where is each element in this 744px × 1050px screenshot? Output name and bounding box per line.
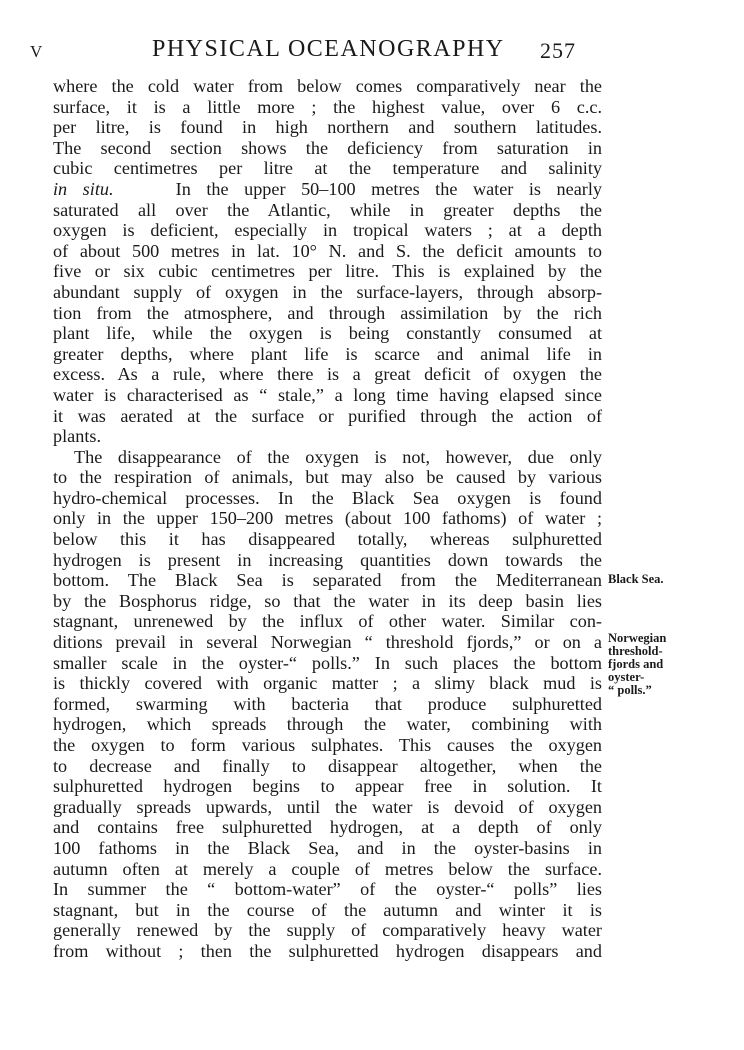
text-line: stagnant, but in the course of the autumn and winter it is bbox=[53, 899, 602, 920]
text-line: by the Bosphorus ridge, so that the water in its deep basin lies bbox=[53, 590, 602, 611]
text-line: formed, swarming with bacteria that produce sulphuretted bbox=[53, 693, 602, 714]
text-line: In summer the “ bottom-water” of the oyster-“ polls” lies bbox=[53, 879, 602, 900]
text-line: ditions prevail in several Norwegian “ threshold fjords,” or on a bbox=[53, 632, 602, 653]
margin-note-text: oyster- bbox=[608, 670, 645, 684]
margin-note-norwegian-fjords bbox=[608, 632, 728, 697]
text-line: hydrogen, which spreads through the water, combining with bbox=[53, 714, 602, 735]
text-line: five or six cubic centimetres per litre. This is explained by the bbox=[53, 261, 602, 282]
text-line: saturated all over the Atlantic, while in greater depths the bbox=[53, 199, 602, 220]
text-line: the oxygen to form various sulphates. This causes the oxygen bbox=[53, 735, 602, 755]
text-line: bottom. The Black Sea is separated from the Mediterranean bbox=[53, 570, 602, 591]
margin-note-text: threshold- bbox=[608, 644, 663, 658]
text-line: cubic centimetres per litre at the temperature and salinity bbox=[53, 158, 602, 179]
running-header bbox=[0, 36, 744, 64]
text-line: 100 fathoms in the Black Sea, and in the oyster-basins in bbox=[53, 837, 602, 858]
text-line: The disappearance of the oxygen is not, however, due only bbox=[74, 446, 602, 467]
text-line: sulphuretted hydrogen begins to appear free in solution. It bbox=[53, 776, 602, 797]
text-line: of about 500 metres in lat. 10° N. and S. the deficit amounts to bbox=[53, 240, 602, 261]
text-line: greater depths, where plant life is scarce and animal life in bbox=[53, 343, 602, 364]
text-line: it was aerated at the surface or purified through the action of bbox=[53, 405, 602, 426]
page-number: 257 bbox=[540, 38, 576, 63]
text-line: gradually spreads upwards, until the water is devoid of oxygen bbox=[53, 796, 602, 817]
text-line: where the cold water from below comes comparatively near the bbox=[53, 76, 602, 96]
text-line: autumn often at merely a couple of metres below the surface. bbox=[53, 858, 602, 879]
text-line: surface, it is a little more ; the highest value, over 6 c.c. bbox=[53, 96, 602, 117]
margin-note-text: Black Sea. bbox=[608, 572, 664, 586]
text-line: per litre, is found in high northern and southern latitudes. bbox=[53, 117, 602, 138]
running-title: PHYSICAL OCEANOGRAPHY bbox=[152, 36, 505, 62]
text-line: excess. As a rule, where there is a great deficit of oxygen the bbox=[53, 364, 602, 385]
text-line: from without ; then the sulphuretted hydrogen disappears and bbox=[53, 940, 602, 961]
text-line: stagnant, unrenewed by the influx of other water. Similar con- bbox=[53, 611, 602, 632]
text-line: water is characterised as “ stale,” a long time having elapsed since bbox=[53, 384, 602, 405]
margin-note-text: Norwegian bbox=[608, 631, 667, 645]
text-fragment: In the upper 50–100 metres the water is nearly bbox=[175, 178, 602, 199]
italic-phrase: in situ. bbox=[53, 178, 114, 199]
text-line: generally renewed by the supply of comparatively heavy water bbox=[53, 920, 602, 941]
text-line: to decrease and finally to disappear altogether, when the bbox=[53, 755, 602, 776]
body-text bbox=[53, 76, 602, 962]
text-line: and contains free sulphuretted hydrogen, at a depth of only bbox=[53, 817, 602, 838]
text-line: only in the upper 150–200 metres (about 100 fathoms) of water ; bbox=[53, 508, 602, 529]
text-line: tion from the atmosphere, and through assimilation by the rich bbox=[53, 302, 602, 323]
text-line: is thickly covered with organic matter ; a slimy black mud is bbox=[53, 673, 602, 694]
margin-note-black-sea bbox=[608, 573, 728, 586]
text-line: below this it has disappeared totally, whereas sulphuretted bbox=[53, 529, 602, 550]
margin-note-text: “ polls.” bbox=[608, 683, 652, 697]
text-line: to the respiration of animals, but may also be caused by various bbox=[53, 467, 602, 488]
chapter-number: V bbox=[30, 42, 44, 61]
text-line bbox=[53, 179, 602, 200]
text-line: abundant supply of oxygen in the surface-layers, through absorp- bbox=[53, 281, 602, 302]
text-line: oxygen is deficient, especially in tropical waters ; at a depth bbox=[53, 220, 602, 241]
text-line: plant life, while the oxygen is being constantly consumed at bbox=[53, 323, 602, 344]
text-line: The second section shows the deficiency from saturation in bbox=[53, 137, 602, 158]
margin-note-text: fjords and bbox=[608, 657, 664, 671]
text-line: hydro-chemical processes. In the Black Sea oxygen is found bbox=[53, 487, 602, 508]
text-line: smaller scale in the oyster-“ polls.” In such places the bottom bbox=[53, 652, 602, 673]
text-line: plants. bbox=[53, 426, 101, 447]
text-line: hydrogen is present in increasing quantities down towards the bbox=[53, 549, 602, 570]
